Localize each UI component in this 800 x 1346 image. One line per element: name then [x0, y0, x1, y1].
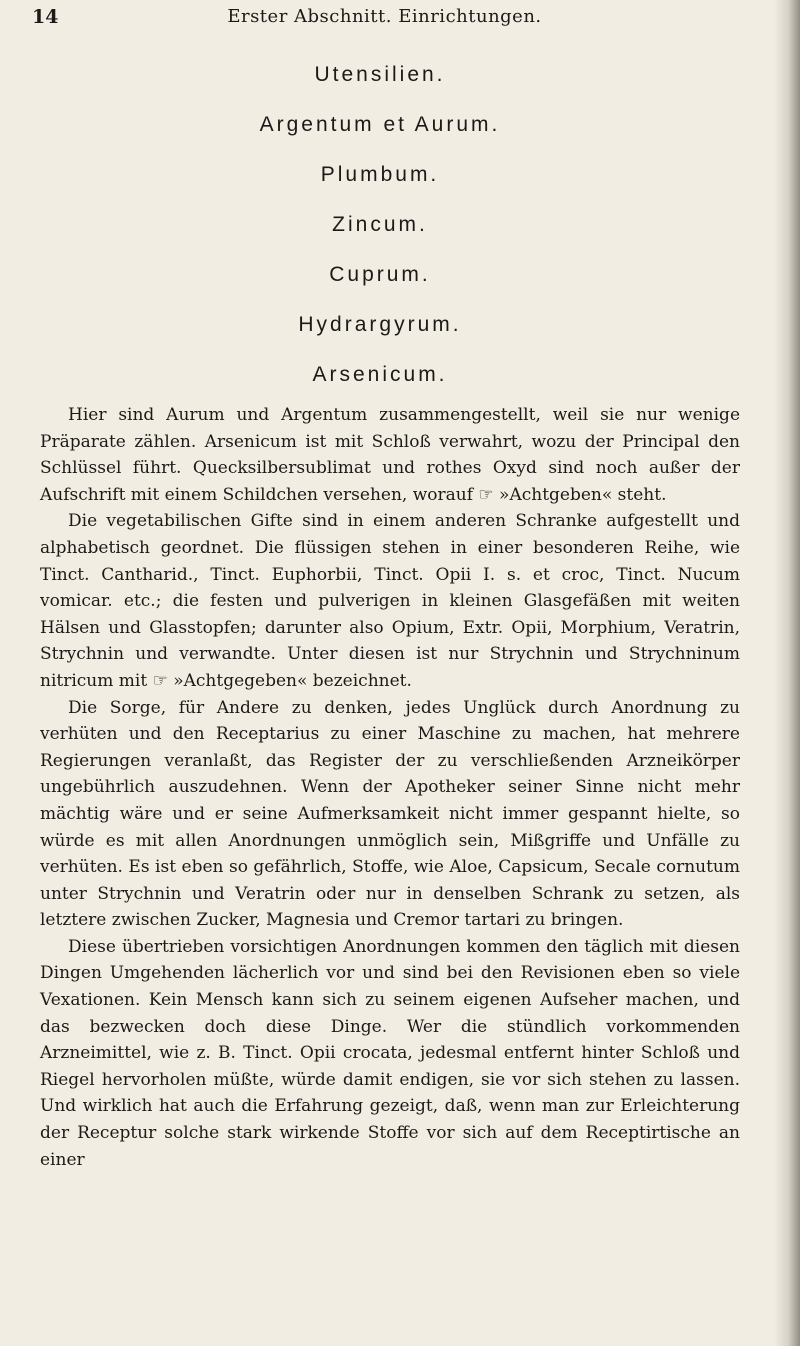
- paragraph-3: Die Sorge, für Andere zu denken, jedes Unglück durch Anordnung zu verhüten und den Receptarius zu einer Maschine zu machen, hat mehrere Regierungen veranlaßt, das Register der zu verschließenden Arzneikörper ungebührlich auszudehnen. Wenn der Apotheker seiner Sinne nicht mehr mächtig wäre und er seine Aufmerksamkeit nicht immer gespannt hielte, so würde es mit allen Anordnungen unmöglich sein, Mißgriffe und Unfälle zu verhüten. Es ist eben so gefährlich, Stoffe, wie Aloe, Capsicum, Secale cornutum unter Strychnin und Veratrin oder nur in denselben Schrank zu setzen, als letztere zwischen Zucker, Magnesia und Cremor tartari zu bringen.: [40, 697, 740, 931]
- page-number: 14: [32, 6, 59, 28]
- heading-zincum: Zincum.: [332, 213, 428, 236]
- heading-arsenicum: Arsenicum.: [312, 363, 448, 386]
- heading-hydrargyrum: Hydrargyrum.: [298, 313, 462, 336]
- paragraph-1: Hier sind Aurum und Argentum zusammengestellt, weil sie nur wenige Präparate zählen. Arsenicum ist mit Schloß verwahrt, wozu der Principal den Schlüssel führt. Quecksilbersublimat und rothes Oxyd sind noch außer der Aufschrift mit einem Schildchen versehen, worauf ☞ »Achtgeben« steht.: [40, 405, 740, 505]
- running-title: Erster Abschnitt. Einrichtungen.: [227, 6, 542, 27]
- binding-edge-shadow: [774, 0, 800, 1346]
- section-headings: [0, 50, 760, 400]
- heading-argentum-et-aurum: Argentum et Aurum.: [259, 113, 501, 136]
- heading-plumbum: Plumbum.: [320, 163, 440, 186]
- heading-utensilien: Utensilien.: [314, 63, 446, 86]
- heading-cuprum: Cuprum.: [329, 263, 431, 286]
- page-header: [32, 6, 737, 38]
- paragraph-2: Die vegetabilischen Gifte sind in einem anderen Schranke aufgestellt und alphabetisch geordnet. Die flüssigen stehen in einer besonderen Reihe, wie Tinct. Cantharid., Tinct. Euphorbii, Tinct. Opii I. s. et croc, Tinct. Nucum vomicar. etc.; die festen und pulverigen in kleinen Glasgefäßen mit weiten Hälsen und Glasstopfen; darunter also Opium, Extr. Opii, Morphium, Veratrin, Strychnin und verwandte. Unter diesen ist nur Strychnin und Strychninum nitricum mit ☞ »Achtgegeben« bezeichnet.: [40, 511, 740, 691]
- body-text: [40, 402, 740, 1173]
- paragraph-4: Diese übertrieben vorsichtigen Anordnungen kommen den täglich mit diesen Dingen Umgehenden lächerlich vor und sind bei den Revisionen eben so viele Vexationen. Kein Mensch kann sich zu seinem eigenen Aufseher machen, und das bezwecken doch diese Dinge. Wer die stündlich vorkommenden Arzneimittel, wie z. B. Tinct. Opii crocata, jedesmal entfernt hinter Schloß und Riegel hervorholen müßte, würde damit endigen, sie vor sich stehen zu lassen. Und wirklich hat auch die Erfahrung gezeigt, daß, wenn man zur Erleichterung der Receptur solche stark wirkende Stoffe vor sich auf dem Receptirtische an einer: [40, 936, 740, 1170]
